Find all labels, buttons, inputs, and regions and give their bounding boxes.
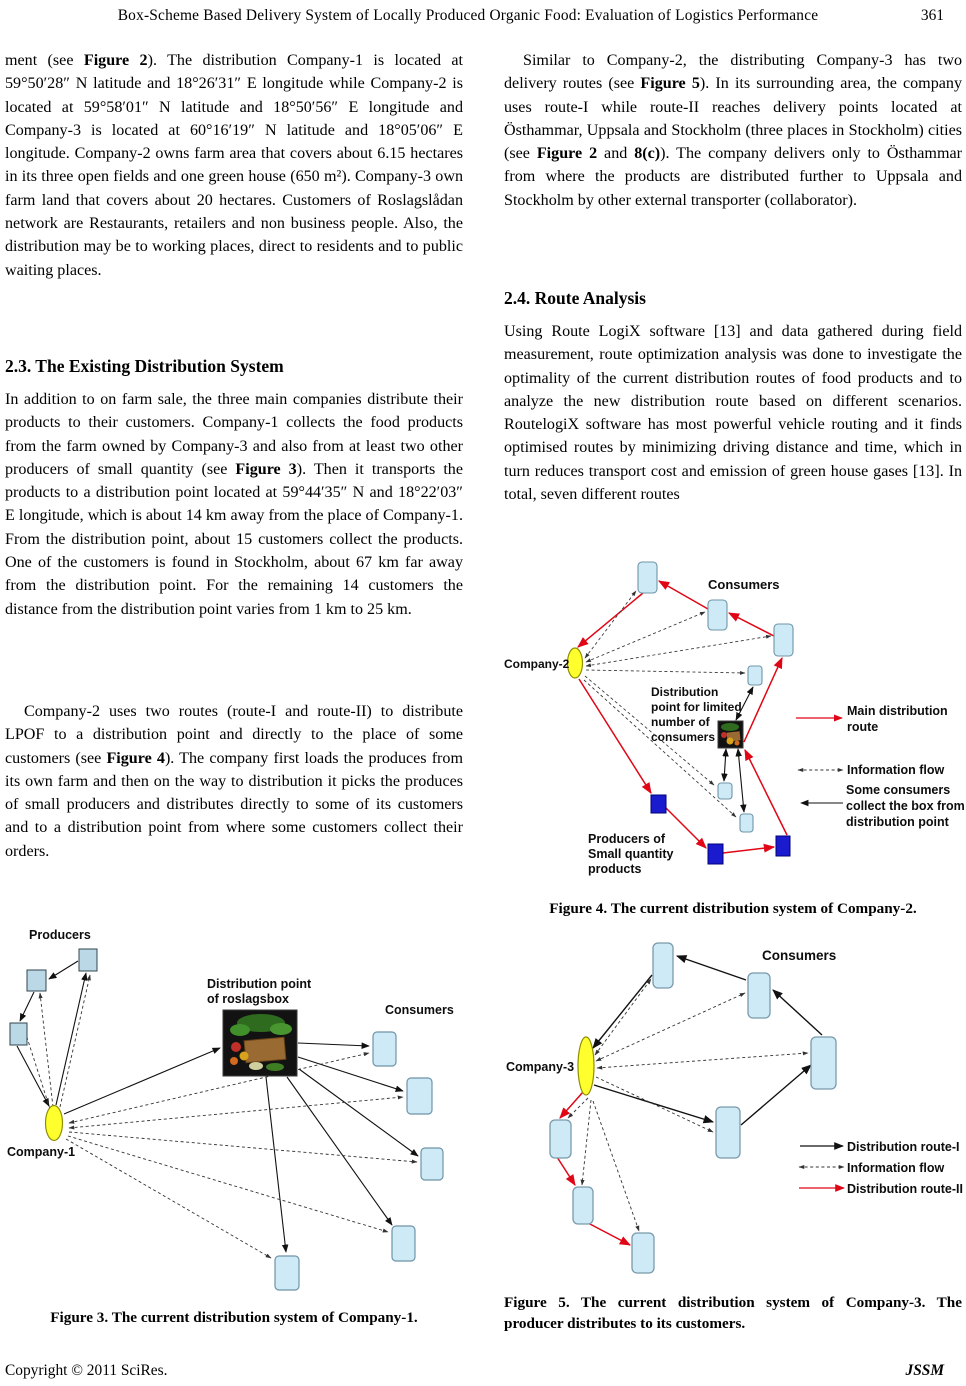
distribution-point-label: consumers [651,730,716,744]
consumer-node [748,973,770,1018]
figure-reference: Figure 2 [536,145,598,163]
figure-reference: 8(c) [634,145,661,163]
legend-information-flow-label: Information flow [847,763,945,777]
paragraph [5,388,463,696]
consumer-node [632,1233,654,1273]
copyright-notice: Copyright © 2011 SciRes. [5,1362,168,1379]
producer-node [10,1023,27,1045]
body-text: ). Then it transports the products to a distribution point located at 59°44′35″ N and 18°22′03″ E longitude, which is about 14 km away from the place of Company-1. From the distribution point, about 15 customers collect the products. One of the customers is found in Stockholm, about 67 km far away from the distribution point. For the remaining 14 customers the distance from the distribution point varies from 1 km to 25 km. [5,460,463,618]
section-heading-2-3: 2.3. The Existing Distribution System [5,356,284,376]
producer-node [708,844,723,864]
figure-5-diagram [500,935,965,1287]
distribution-point-label: Distribution [651,685,719,699]
company-1-label: Company-1 [7,1145,76,1159]
body-text: and [597,145,635,163]
figure-reference: Figure 2 [83,52,148,69]
journal-abbreviation: JSSM [905,1362,944,1379]
body-text: ment (see [5,52,84,69]
section-heading-2-4: 2.4. Route Analysis [504,288,646,308]
consumers-label: Consumers [762,948,837,963]
legend-collect-label: Some consumers [846,783,951,797]
body-text: Company-2 uses two routes (route-I and route-II) to distribute LPOF to a distribution point and directly to the place of some customers (see [5,703,463,767]
body-text: ). The distribution Company-1 is located at 59°50′28″ N latitude and 18°26′31″ E longitude while Company-2 is located at 59°58′01″ N latitude and 18°50′56″ E longitude and Company-3 is located at 60°16′19″ N latitude and 18°05′06″ E longitude. Company-2 owns farm area that covers about 6.15 hectares in its three open fields and one green house (650 m²). Company-3 own farm land that covers about 20 hectares. Customers of Roslagslådan network are Restaurants, retailers and non business people. Also, the distribution may be to working places, direct to residents and to public waiting places. [5,52,463,279]
body-text: ). In its surrounding area, the company uses route-I while route-II reaches delivery points located at Östhammar, Uppsala and Stockholm (three places in Stockholm) cities (see [504,75,962,163]
consumer-node [811,1037,836,1089]
left-column [5,49,463,1349]
figure-4-diagram [500,552,965,895]
body-text: In addition to on farm sale, the three main companies distribute their products to their customers. Company-1 collects the food products from the farm owned by Company-3 and also from at least two other producers of small quantity (see [5,391,463,478]
distribution-route-1-arrows [593,956,822,1125]
consumer-node [550,1120,571,1158]
page-number: 361 [920,7,944,24]
legend-main-route-label: route [847,720,879,734]
paragraph [5,49,463,351]
figure-4-legend [796,704,965,829]
distribution-point-photo [718,721,743,748]
figure-reference: Figure 4 [106,749,165,767]
small-producers-label: Producers of [588,832,666,846]
legend-main-route-label: Main distribution [847,704,948,718]
legend-route-1-label: Distribution route-I [847,1140,960,1154]
legend-information-flow-label: Information flow [847,1161,945,1175]
right-column [504,49,965,1349]
consumer-nodes [550,943,836,1273]
producer-node [27,970,46,991]
distribution-point-label: Distribution point [207,977,312,991]
distribution-point-label: of roslagsbox [207,992,289,1006]
company-2-label: Company-2 [504,657,570,671]
body-text: Similar to Company-2, the distributing Company-3 has two delivery routes (see [504,52,962,93]
company-3-label: Company-3 [506,1060,575,1074]
legend-collect-label: distribution point [846,815,949,829]
distribution-point-label: number of [651,715,710,729]
consumer-node [708,600,727,630]
figure-5-legend [799,1140,963,1196]
consumer-node [392,1226,415,1261]
consumer-node [718,783,732,799]
company-3-node [578,1037,594,1095]
consumer-node [653,943,673,988]
running-head-title: Box-Scheme Based Delivery System of Locally Produced Organic Food: Evaluation of Logistics Performance [117,7,819,24]
distribution-point-photo [223,1010,297,1076]
information-flow-arrows [568,979,808,1231]
producer-node [776,836,790,856]
consumer-node [421,1148,443,1180]
consumer-node [638,562,657,593]
paragraph [5,700,463,912]
legend-route-2-label: Distribution route-II [847,1182,963,1196]
paragraph [504,320,962,535]
producer-node [79,949,97,971]
consumer-node [275,1256,299,1290]
small-producers-label: products [588,862,642,876]
small-producers-label: Small quantity [588,847,674,861]
producer-node [651,795,666,813]
body-text: ). The company delivers only to Östhammar from where the products are distributed further to Uppsala and Stockholm by other external transporter (collaborator). [504,145,962,209]
consumer-node [716,1107,740,1158]
company-1-node [46,1106,63,1141]
distribution-point-label: point for limited [651,700,742,714]
body-text: ). The company first loads the produces from its own farm and then on the way to distribution it picks the produces of small producers and distributes directly to some of its customers and to a distribution point from where some customers collect their orders. [5,749,463,860]
company-2-node [568,648,583,678]
distribution-route-2-arrows [557,1092,630,1245]
paragraph [504,49,962,265]
figure-reference: Figure 3 [235,460,297,478]
figure-3-diagram [3,925,463,1303]
information-flow-arrows [23,975,417,1258]
legend-collect-label: collect the box from [846,799,965,813]
consumer-node [748,666,762,685]
consumer-node [373,1032,396,1066]
consumer-nodes [275,1032,443,1290]
consumer-node [573,1187,593,1224]
producers-label: Producers [29,928,91,942]
producer-nodes [10,949,97,1045]
figure-3-caption: Figure 3. The current distribution system of Company-1. [50,1309,418,1326]
figure-5-caption: Figure 5. The current distribution system of Company-3. The producer distributes to its customers. [504,1294,962,1332]
body-text: Using Route LogiX software [13] and data gathered during field measurement, route optimization analysis was done to investigate the optimality of the current distribution routes of food products and to analyze the new distribution route based on different scenarios. RoutelogiX software has most powerful vehicle routing and it finds optimised routes by minimizing driving distance and time, which in turn reduces transport cost and emission of green house gases [13]. In total, seven different routes [504,323,962,504]
figure-reference: Figure 5 [640,75,700,93]
consumer-node [407,1078,432,1114]
figure-4-caption: Figure 4. The current distribution system of Company-2. [549,900,917,917]
consumer-node [774,624,793,656]
consumers-label: Consumers [385,1003,454,1017]
consumers-label: Consumers [708,577,780,592]
consumer-node [740,814,753,832]
